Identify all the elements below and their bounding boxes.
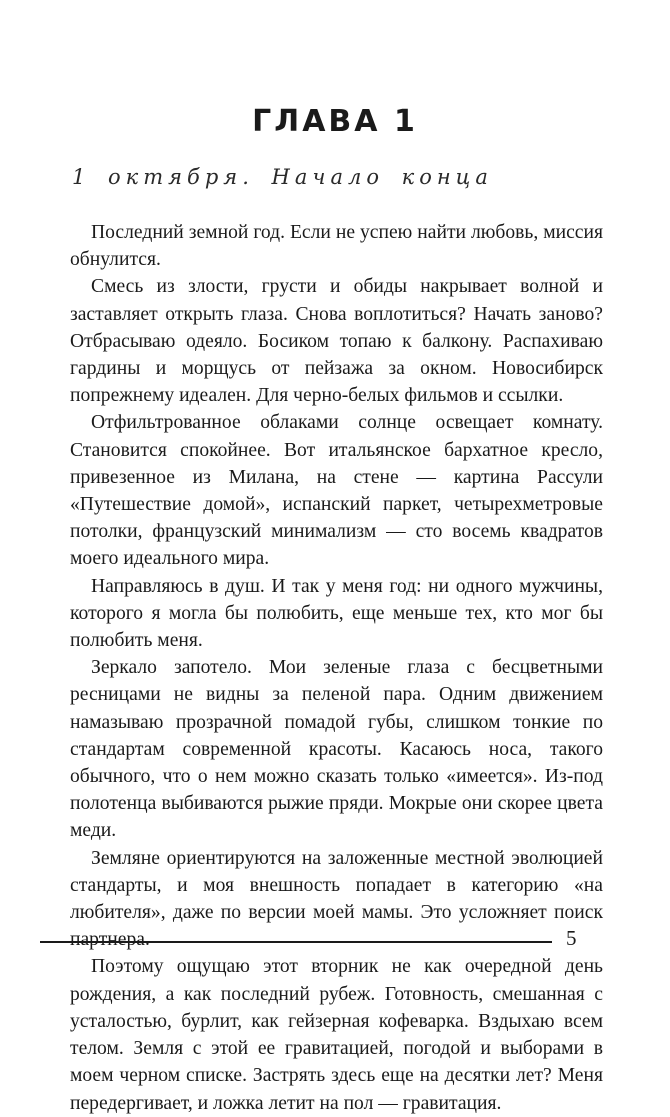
paragraph-4: Направляюсь в душ. И так у меня год: ни одного мужчины, которого я могла бы полюбить, еще меньше тех, кто мог бы полюбить меня. [70, 575, 603, 652]
chapter-subtitle: 1 октября. Начало конца [72, 165, 493, 189]
paragraph-6: Земляне ориентируются на заложенные местной эволюцией стандарты, и моя внешность попадает в категорию «на любителя», даже по версии моей мамы. Это усложняет поиск партнера. [70, 847, 603, 951]
page-number: 5 [566, 926, 577, 950]
paragraph-2: Смесь из злости, грусти и обиды накрывает волной и заставляет открыть глаза. Снова воплотиться? Начать заново? Отбрасываю одеяло. Босиком топаю к балкону. Распахиваю гардины и морщусь от пейзажа за окном. Новосибирск попрежнему идеален. Для черно-белых фильмов и ссылки. [70, 276, 603, 407]
paragraph-3: Отфильтрованное облаками солнце освещает комнату. Становится спокойнее. Вот итальянское бархатное кресло, привезенное из Милана, на стене — картина Рассули «Путешествие домой», испанский паркет, четырехметровые потолки, французский минимализм — сто восемь квадратов моего идеального мира. [70, 412, 603, 570]
body-text [70, 219, 603, 1117]
paragraph-7: Поэтому ощущаю этот вторник не как очередной день рождения, а как последний рубеж. Готовность, смешанная с усталостью, бурлит, как гейзерная кофеварка. Вздыхаю всем телом. Земля с этой ее гравитацией, погодой и выборами в моем черном списке. Застрять здесь еще на десятки лет? Меня передергивает, и ложка летит на пол — гравитация. [70, 956, 603, 1114]
paragraph-1: Последний земной год. Если не успею найти любовь, миссия обнулится. [70, 222, 603, 271]
footer-rule [40, 941, 552, 943]
chapter-title: ГЛАВА 1 [252, 104, 418, 139]
paragraph-5: Зеркало запотело. Мои зеленые глаза с бесцветными ресницами не видны за пеленой пара. Одним движением намазываю прозрачной помадой губы, слишком тонкие по стандартам современной красоты. Касаюсь носа, такого обычного, что о нем можно сказать только «имеется». Из-под полотенца выбиваются рыжие пряди. Мокрые они скорее цвета меди. [70, 657, 603, 842]
